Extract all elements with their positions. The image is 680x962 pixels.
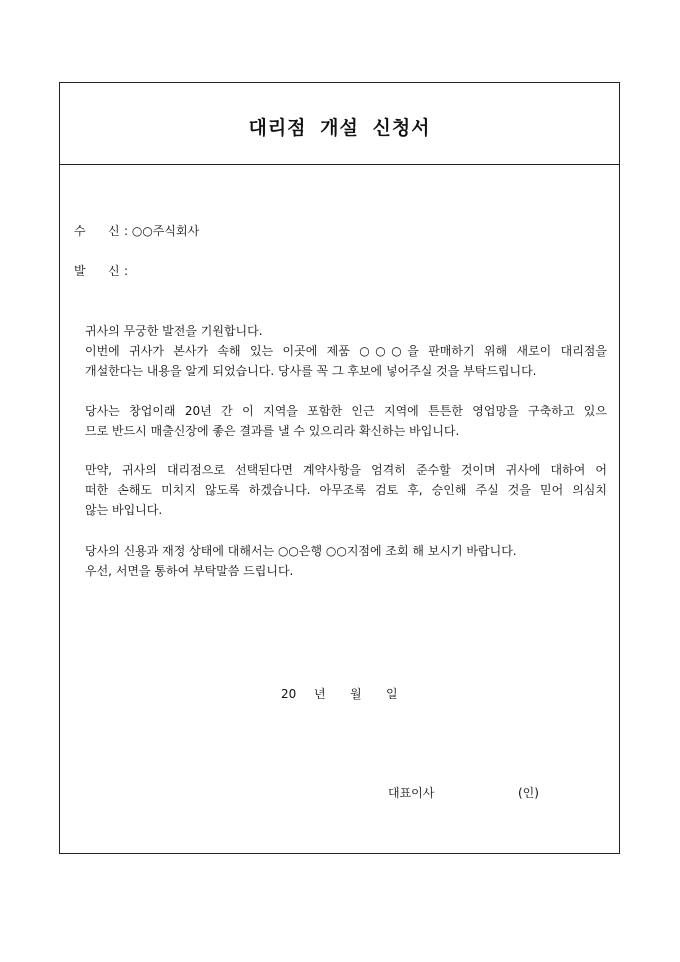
date-year: 년 — [314, 687, 326, 701]
signature-seal: (인) — [518, 786, 539, 800]
body-line: 않는 바입니다. — [85, 503, 163, 517]
recipient-label-char1: 수 — [74, 224, 86, 238]
sender-label-char1: 발 — [74, 264, 86, 278]
body-line: 개설한다는 내용을 알게 되었습니다. 당사를 꼭 그 후보에 넣어주실 것을 부탁드립니다. — [85, 364, 537, 378]
body-line: 므로 반드시 매출신장에 좋은 결과를 낼 수 있으리라 확신하는 바입니다. — [85, 424, 460, 438]
body-line: 떠한 손해도 미치지 않도록 하겠습니다. 아무조록 검토 후, 승인해 주실 것을 믿어 의심치 — [85, 483, 607, 497]
body-paragraph-1 — [85, 321, 607, 381]
recipient-label-char2: 신 — [108, 224, 120, 238]
body-line: 당사는 창업이래 20년 간 이 지역을 포함한 인근 지역에 튼튼한 영업망을 구축하고 있으 — [85, 404, 607, 418]
date-year-prefix: 20 — [281, 687, 297, 701]
signature-title: 대표이사 — [388, 786, 435, 800]
body-paragraph-3 — [85, 460, 607, 520]
sender-label-char2: 신 — [108, 264, 120, 278]
date-month: 월 — [350, 687, 362, 701]
title-box — [60, 83, 619, 165]
body-line: 이번에 귀사가 본사가 속해 있는 이곳에 제품 ○○○을 판매하기 위해 새로이 대리점을 — [85, 344, 607, 358]
date-day: 일 — [386, 687, 398, 701]
application-form — [59, 82, 620, 854]
sender-value: : — [124, 264, 129, 278]
recipient-value: : ○○주식회사 — [124, 224, 200, 238]
body-line: 당사의 신용과 재정 상태에 대해서는 ○○은행 ○○지점에 조회 해 보시기 바랍니다. — [85, 544, 517, 558]
body-line: 만약, 귀사의 대리점으로 선택된다면 계약사항을 엄격히 준수할 것이며 귀사에 대하여 어 — [85, 463, 607, 477]
document-title: 대리점 개설 신청서 — [248, 117, 431, 139]
body-paragraph-2 — [85, 401, 607, 441]
body-line: 귀사의 무궁한 발전을 기원합니다. — [85, 324, 263, 338]
body-line: 우선, 서면을 통하여 부탁말씀 드립니다. — [85, 564, 294, 578]
body-paragraph-4 — [85, 541, 607, 581]
